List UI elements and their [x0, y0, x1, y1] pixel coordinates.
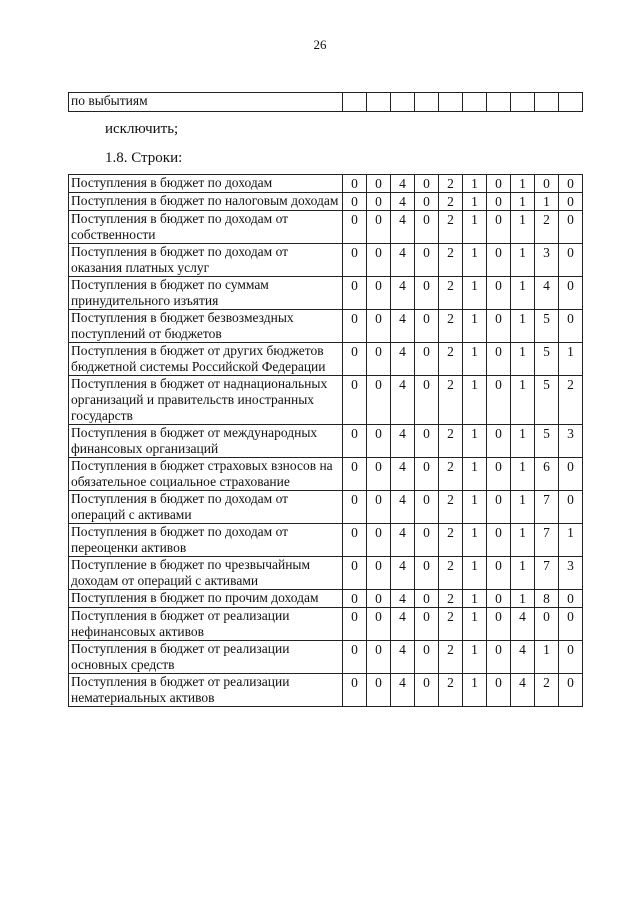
- code-digit-cell: 4: [391, 193, 415, 211]
- code-digit-cell: 2: [439, 608, 463, 641]
- code-digit-cell: 1: [559, 343, 583, 376]
- code-digit-cell: 7: [535, 491, 559, 524]
- code-digit-cell: 1: [463, 491, 487, 524]
- code-digit-cell: 4: [391, 244, 415, 277]
- code-digit-cell: 2: [535, 674, 559, 707]
- code-digit-cell: 0: [343, 310, 367, 343]
- code-digit-cell: 1: [511, 425, 535, 458]
- code-digit-cell: 3: [535, 244, 559, 277]
- code-digit-cell: 0: [343, 244, 367, 277]
- table-row: [69, 376, 583, 425]
- table-row: [69, 277, 583, 310]
- code-digit-cell: 0: [415, 310, 439, 343]
- code-digit-cell: 1: [463, 674, 487, 707]
- code-digit-cell: [487, 93, 511, 112]
- rows-table: [68, 174, 583, 707]
- row-label: Поступления в бюджет от международных финансовых организаций: [69, 425, 343, 458]
- code-digit-cell: 1: [511, 277, 535, 310]
- table-row: [69, 458, 583, 491]
- code-digit-cell: 7: [535, 524, 559, 557]
- code-digit-cell: 0: [367, 277, 391, 310]
- code-digit-cell: 0: [487, 310, 511, 343]
- code-digit-cell: 0: [343, 458, 367, 491]
- code-digit-cell: 8: [535, 590, 559, 608]
- row-label: Поступления в бюджет от наднациональных организаций и правительств иностранных государств: [69, 376, 343, 425]
- code-digit-cell: 2: [439, 458, 463, 491]
- row-label: по выбытиям: [69, 93, 343, 112]
- code-digit-cell: 0: [343, 557, 367, 590]
- page-number: 26: [313, 37, 327, 52]
- code-digit-cell: 0: [367, 557, 391, 590]
- code-digit-cell: 0: [487, 193, 511, 211]
- code-digit-cell: 0: [487, 524, 511, 557]
- code-digit-cell: [535, 93, 559, 112]
- table-row: [69, 608, 583, 641]
- code-digit-cell: 0: [367, 458, 391, 491]
- code-digit-cell: 0: [487, 674, 511, 707]
- table-row: [69, 524, 583, 557]
- row-label: Поступления в бюджет от других бюджетов бюджетной системы Российской Федерации: [69, 343, 343, 376]
- code-digit-cell: 4: [391, 641, 415, 674]
- code-digit-cell: [415, 93, 439, 112]
- code-digit-cell: 1: [511, 310, 535, 343]
- top-table: [68, 92, 583, 112]
- code-digit-cell: 2: [439, 277, 463, 310]
- code-digit-cell: 0: [535, 608, 559, 641]
- code-digit-cell: 0: [487, 641, 511, 674]
- code-digit-cell: 0: [415, 557, 439, 590]
- code-digit-cell: 2: [535, 211, 559, 244]
- code-digit-cell: 4: [391, 425, 415, 458]
- code-digit-cell: 0: [367, 608, 391, 641]
- code-digit-cell: 0: [559, 211, 583, 244]
- code-digit-cell: 0: [367, 425, 391, 458]
- code-digit-cell: 1: [463, 458, 487, 491]
- code-digit-cell: 0: [343, 425, 367, 458]
- code-digit-cell: 2: [439, 193, 463, 211]
- code-digit-cell: 1: [463, 641, 487, 674]
- code-digit-cell: 4: [391, 524, 415, 557]
- code-digit-cell: 0: [367, 674, 391, 707]
- row-label: Поступления в бюджет по доходам от переоценки активов: [69, 524, 343, 557]
- code-digit-cell: 0: [367, 343, 391, 376]
- code-digit-cell: 0: [343, 491, 367, 524]
- code-digit-cell: 0: [487, 175, 511, 193]
- row-label: Поступления в бюджет по доходам от операций с активами: [69, 491, 343, 524]
- instruction-text: исключить;: [105, 121, 179, 137]
- code-digit-cell: 0: [415, 674, 439, 707]
- code-digit-cell: 1: [511, 557, 535, 590]
- code-digit-cell: 2: [559, 376, 583, 425]
- code-digit-cell: 2: [439, 674, 463, 707]
- row-label: Поступления в бюджет по доходам от оказания платных услуг: [69, 244, 343, 277]
- code-digit-cell: 0: [343, 343, 367, 376]
- code-digit-cell: [511, 93, 535, 112]
- code-digit-cell: 2: [439, 376, 463, 425]
- code-digit-cell: 0: [343, 211, 367, 244]
- code-digit-cell: 2: [439, 343, 463, 376]
- code-digit-cell: 4: [511, 674, 535, 707]
- code-digit-cell: 0: [559, 277, 583, 310]
- row-label: Поступления в бюджет по доходам: [69, 175, 343, 193]
- table-row: [69, 175, 583, 193]
- table-row: [69, 491, 583, 524]
- code-digit-cell: 1: [463, 608, 487, 641]
- table-row: [69, 557, 583, 590]
- code-digit-cell: 1: [511, 175, 535, 193]
- code-digit-cell: 3: [559, 425, 583, 458]
- table-row: [69, 425, 583, 458]
- code-digit-cell: 1: [463, 175, 487, 193]
- code-digit-cell: 5: [535, 425, 559, 458]
- row-label: Поступления в бюджет по суммам принудительного изъятия: [69, 277, 343, 310]
- code-digit-cell: 1: [463, 277, 487, 310]
- code-digit-cell: 7: [535, 557, 559, 590]
- row-label: Поступления в бюджет безвозмездных поступлений от бюджетов: [69, 310, 343, 343]
- table-row: [69, 674, 583, 707]
- code-digit-cell: 2: [439, 491, 463, 524]
- code-digit-cell: 0: [559, 175, 583, 193]
- code-digit-cell: 4: [391, 343, 415, 376]
- code-digit-cell: 1: [511, 524, 535, 557]
- code-digit-cell: 0: [367, 211, 391, 244]
- code-digit-cell: 1: [511, 244, 535, 277]
- table-row: [69, 211, 583, 244]
- code-digit-cell: 1: [511, 491, 535, 524]
- code-digit-cell: 0: [559, 641, 583, 674]
- code-digit-cell: 5: [535, 376, 559, 425]
- code-digit-cell: 4: [391, 458, 415, 491]
- code-digit-cell: 0: [559, 310, 583, 343]
- code-digit-cell: 1: [511, 211, 535, 244]
- code-digit-cell: 1: [463, 244, 487, 277]
- top-table-body: [69, 93, 583, 112]
- code-digit-cell: [391, 93, 415, 112]
- table-row: [69, 310, 583, 343]
- code-digit-cell: 0: [559, 608, 583, 641]
- code-digit-cell: 0: [343, 193, 367, 211]
- code-digit-cell: 1: [463, 425, 487, 458]
- code-digit-cell: 0: [415, 491, 439, 524]
- code-digit-cell: 0: [559, 193, 583, 211]
- code-digit-cell: 4: [511, 608, 535, 641]
- code-digit-cell: 4: [391, 211, 415, 244]
- code-digit-cell: 0: [343, 175, 367, 193]
- code-digit-cell: 0: [559, 458, 583, 491]
- code-digit-cell: 2: [439, 175, 463, 193]
- code-digit-cell: 0: [415, 425, 439, 458]
- code-digit-cell: 4: [391, 608, 415, 641]
- code-digit-cell: 2: [439, 524, 463, 557]
- code-digit-cell: 1: [463, 193, 487, 211]
- row-label: Поступления в бюджет от реализации основных средств: [69, 641, 343, 674]
- code-digit-cell: 2: [439, 557, 463, 590]
- row-label: Поступления в бюджет по доходам от собственности: [69, 211, 343, 244]
- code-digit-cell: 4: [535, 277, 559, 310]
- code-digit-cell: 1: [559, 524, 583, 557]
- code-digit-cell: 1: [535, 193, 559, 211]
- code-digit-cell: 2: [439, 211, 463, 244]
- code-digit-cell: 6: [535, 458, 559, 491]
- table-row: [69, 93, 583, 112]
- code-digit-cell: [439, 93, 463, 112]
- table-row: [69, 193, 583, 211]
- row-label: Поступления в бюджет от реализации нематериальных активов: [69, 674, 343, 707]
- code-digit-cell: 0: [367, 376, 391, 425]
- code-digit-cell: 0: [487, 244, 511, 277]
- code-digit-cell: 0: [343, 674, 367, 707]
- code-digit-cell: 0: [367, 244, 391, 277]
- code-digit-cell: 0: [415, 458, 439, 491]
- code-digit-cell: 0: [343, 641, 367, 674]
- code-digit-cell: 2: [439, 641, 463, 674]
- code-digit-cell: 0: [559, 491, 583, 524]
- code-digit-cell: 2: [439, 244, 463, 277]
- code-digit-cell: 0: [415, 590, 439, 608]
- table-row: [69, 590, 583, 608]
- code-digit-cell: 0: [559, 590, 583, 608]
- section-heading: 1.8. Строки:: [105, 150, 183, 166]
- code-digit-cell: 0: [343, 608, 367, 641]
- code-digit-cell: 0: [415, 376, 439, 425]
- code-digit-cell: 0: [343, 277, 367, 310]
- code-digit-cell: 0: [487, 557, 511, 590]
- code-digit-cell: 0: [487, 376, 511, 425]
- code-digit-cell: 3: [559, 557, 583, 590]
- code-digit-cell: 1: [463, 590, 487, 608]
- code-digit-cell: 1: [463, 376, 487, 425]
- row-label: Поступление в бюджет по чрезвычайным доходам от операций с активами: [69, 557, 343, 590]
- code-digit-cell: 4: [511, 641, 535, 674]
- code-digit-cell: 0: [487, 343, 511, 376]
- code-digit-cell: 2: [439, 590, 463, 608]
- code-digit-cell: 0: [415, 343, 439, 376]
- code-digit-cell: 0: [343, 590, 367, 608]
- code-digit-cell: 0: [415, 211, 439, 244]
- code-digit-cell: 0: [487, 458, 511, 491]
- code-digit-cell: 2: [439, 425, 463, 458]
- code-digit-cell: 4: [391, 277, 415, 310]
- code-digit-cell: 4: [391, 310, 415, 343]
- code-digit-cell: 4: [391, 491, 415, 524]
- code-digit-cell: 0: [487, 491, 511, 524]
- code-digit-cell: 5: [535, 310, 559, 343]
- code-digit-cell: 0: [367, 524, 391, 557]
- code-digit-cell: 0: [343, 524, 367, 557]
- code-digit-cell: 0: [367, 590, 391, 608]
- code-digit-cell: 2: [439, 310, 463, 343]
- code-digit-cell: 1: [511, 590, 535, 608]
- code-digit-cell: [367, 93, 391, 112]
- code-digit-cell: 0: [415, 277, 439, 310]
- code-digit-cell: 0: [415, 175, 439, 193]
- code-digit-cell: 0: [559, 674, 583, 707]
- code-digit-cell: 1: [511, 343, 535, 376]
- row-label: Поступления в бюджет страховых взносов на обязательное социальное страхование: [69, 458, 343, 491]
- code-digit-cell: [463, 93, 487, 112]
- code-digit-cell: 0: [487, 277, 511, 310]
- code-digit-cell: 4: [391, 175, 415, 193]
- code-digit-cell: [559, 93, 583, 112]
- code-digit-cell: 0: [367, 175, 391, 193]
- code-digit-cell: 0: [415, 641, 439, 674]
- code-digit-cell: 0: [415, 524, 439, 557]
- code-digit-cell: 4: [391, 376, 415, 425]
- code-digit-cell: 0: [367, 641, 391, 674]
- rows-table-body: [69, 175, 583, 707]
- code-digit-cell: 0: [367, 491, 391, 524]
- code-digit-cell: 0: [487, 590, 511, 608]
- table-row: [69, 641, 583, 674]
- code-digit-cell: 0: [343, 376, 367, 425]
- code-digit-cell: 4: [391, 557, 415, 590]
- row-label: Поступления в бюджет по налоговым доходам: [69, 193, 343, 211]
- code-digit-cell: 0: [367, 193, 391, 211]
- row-label: Поступления в бюджет по прочим доходам: [69, 590, 343, 608]
- code-digit-cell: 0: [367, 310, 391, 343]
- code-digit-cell: 0: [487, 211, 511, 244]
- code-digit-cell: 1: [511, 193, 535, 211]
- code-digit-cell: 0: [415, 193, 439, 211]
- code-digit-cell: 0: [535, 175, 559, 193]
- code-digit-cell: 0: [487, 425, 511, 458]
- code-digit-cell: 1: [463, 211, 487, 244]
- code-digit-cell: 4: [391, 590, 415, 608]
- code-digit-cell: 1: [463, 343, 487, 376]
- code-digit-cell: 0: [415, 244, 439, 277]
- code-digit-cell: 1: [535, 641, 559, 674]
- code-digit-cell: 0: [559, 244, 583, 277]
- table-row: [69, 244, 583, 277]
- code-digit-cell: 1: [463, 557, 487, 590]
- code-digit-cell: 0: [415, 608, 439, 641]
- code-digit-cell: 1: [511, 458, 535, 491]
- code-digit-cell: 1: [463, 524, 487, 557]
- table-row: [69, 343, 583, 376]
- code-digit-cell: [343, 93, 367, 112]
- code-digit-cell: 1: [463, 310, 487, 343]
- code-digit-cell: 5: [535, 343, 559, 376]
- code-digit-cell: 4: [391, 674, 415, 707]
- row-label: Поступления в бюджет от реализации нефинансовых активов: [69, 608, 343, 641]
- code-digit-cell: 1: [511, 376, 535, 425]
- code-digit-cell: 0: [487, 608, 511, 641]
